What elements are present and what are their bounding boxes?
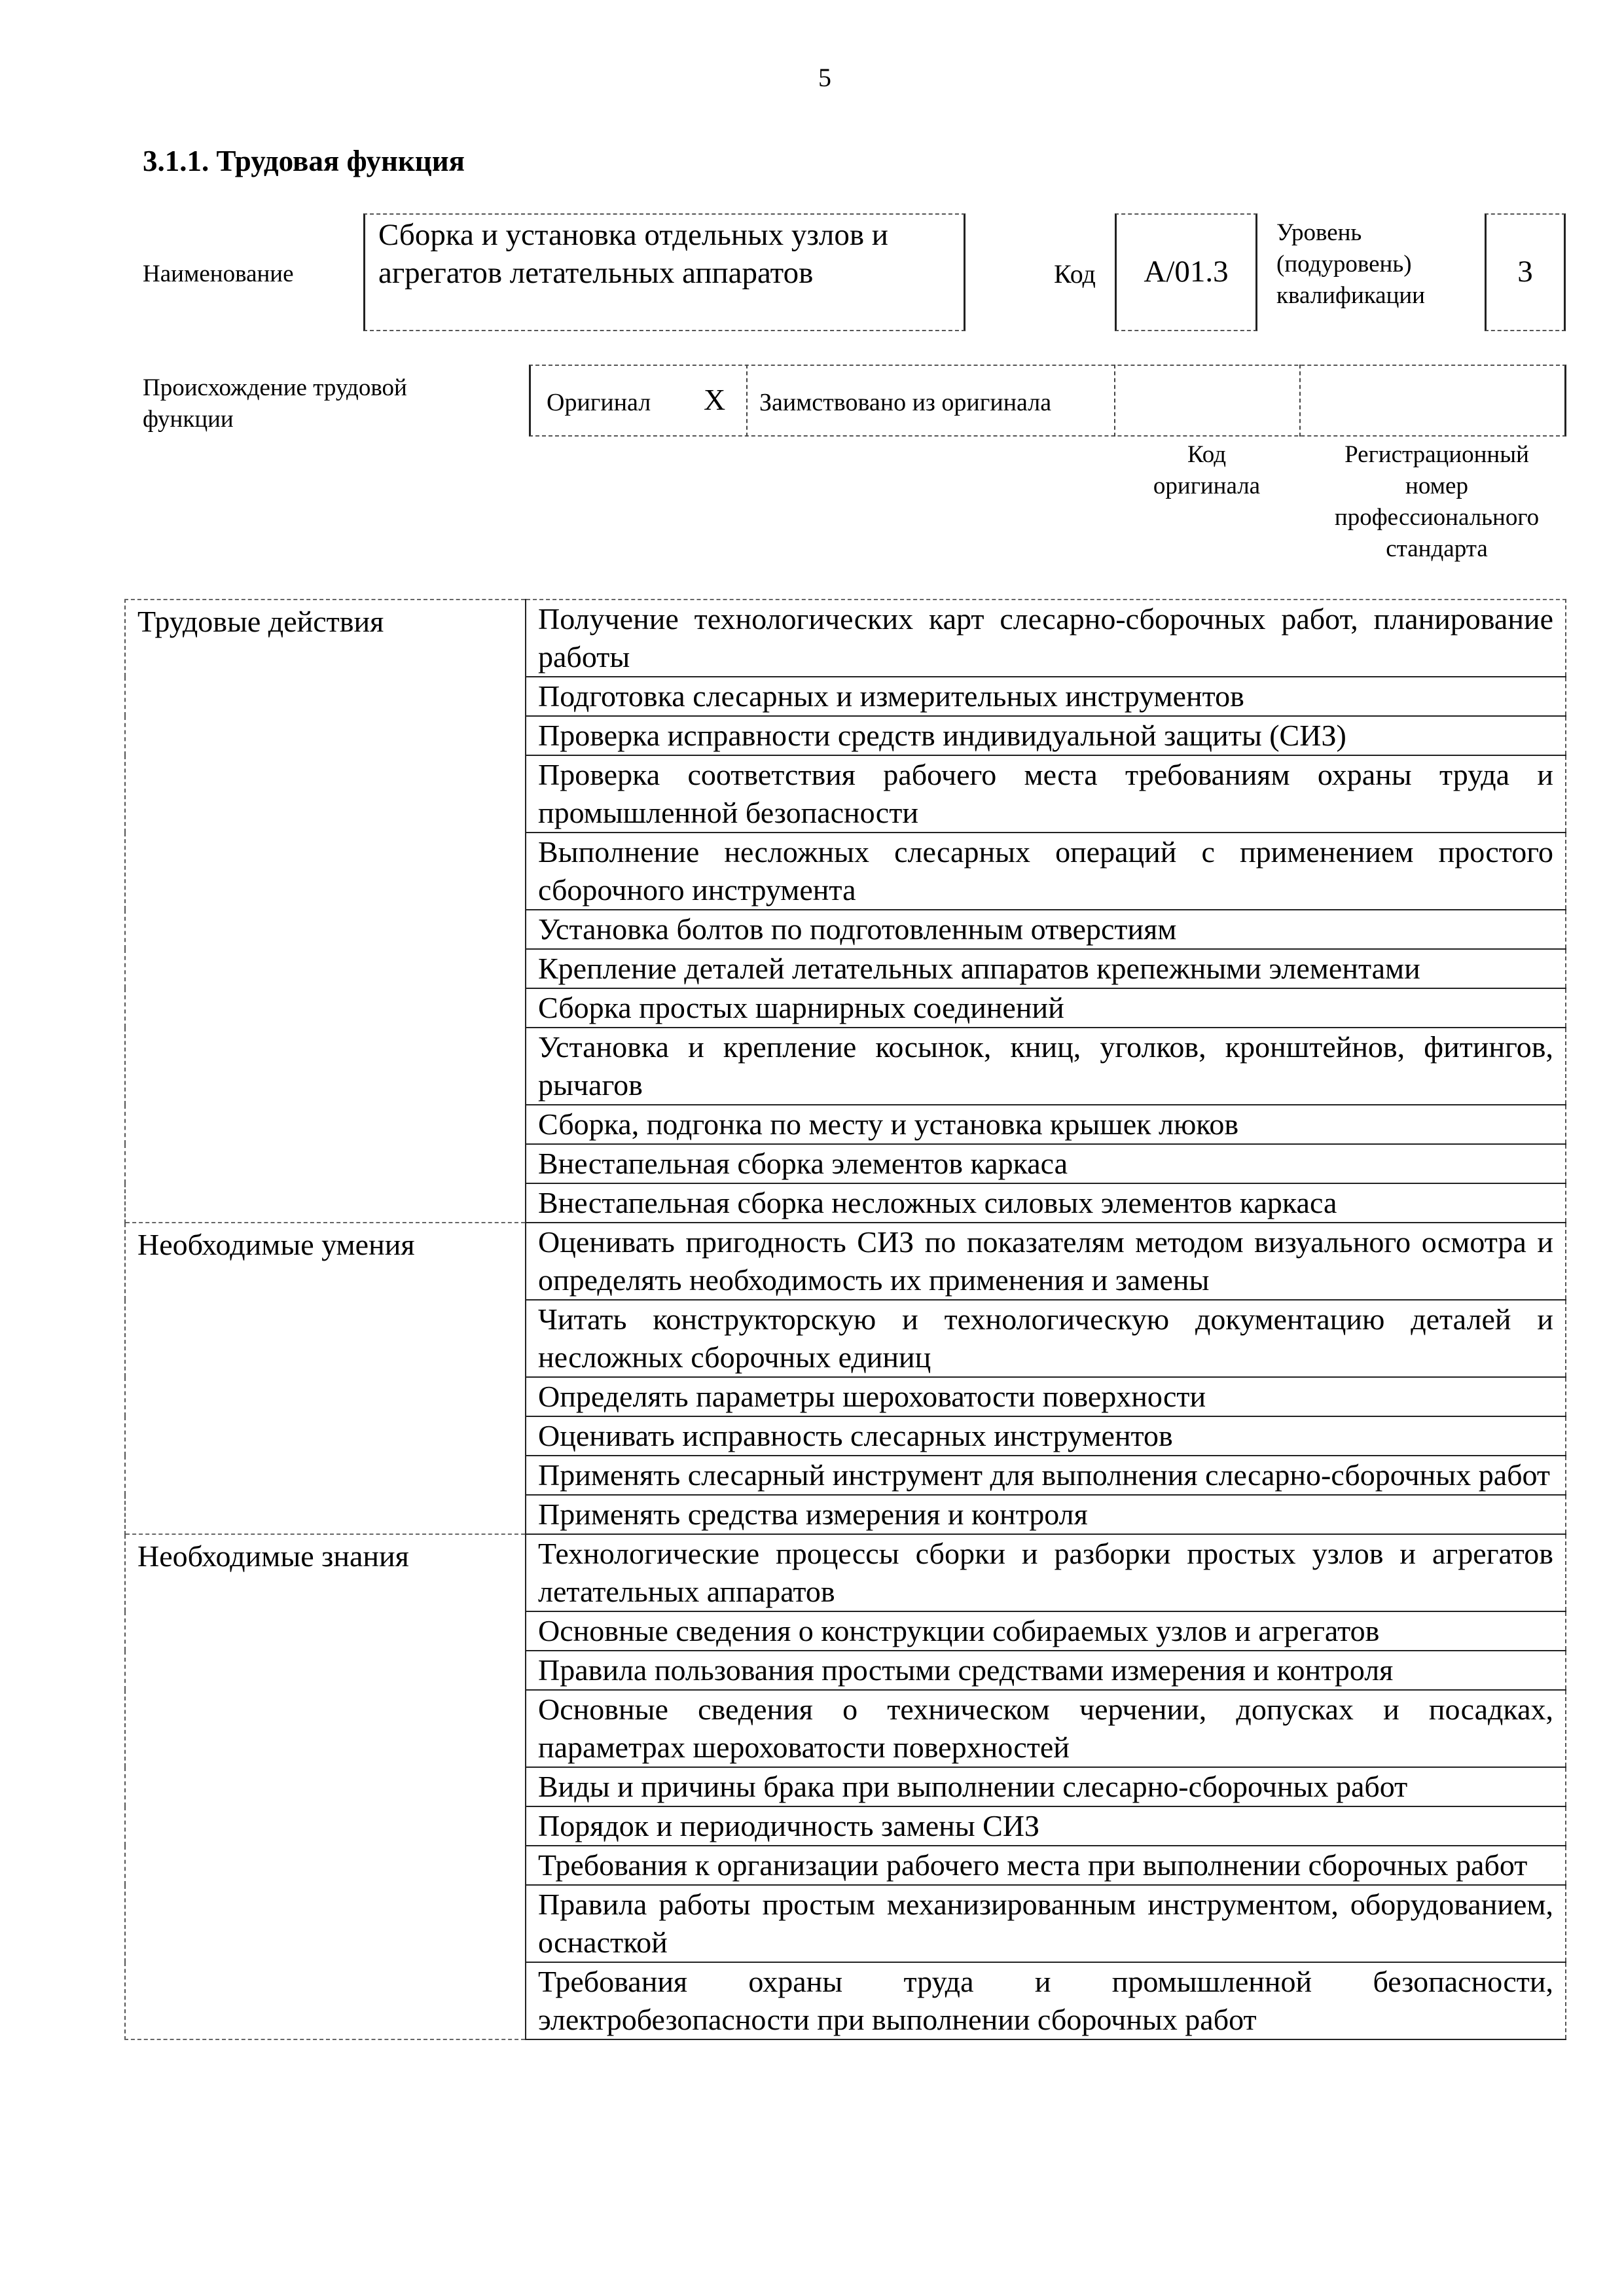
origin-divider-1	[746, 365, 748, 437]
code-value: А/01.3	[1144, 255, 1229, 289]
origin-label-2: функции	[143, 406, 234, 433]
table-item-cell: Установка и крепление косынок, книц, уголков, кронштейнов, фитингов, рычагов	[526, 1028, 1566, 1105]
table-item-cell: Установка болтов по подготовленным отверстиям	[526, 910, 1566, 949]
section-title: 3.1.1. Трудовая функция	[143, 145, 465, 177]
table-item-cell: Оценивать пригодность СИЗ по показателям методом визуального осмотра и определять необходимость их применения и замены	[526, 1223, 1566, 1300]
table-item-cell: Требования охраны труда и промышленной безопасности, электробезопасности при выполнении сборочных работ	[526, 1962, 1566, 2039]
table-row	[125, 1223, 1566, 1300]
original-label: Оригинал	[547, 389, 651, 416]
section-title-cell: Трудовые действия	[125, 600, 526, 1223]
code-caption-2: оригинала	[1153, 473, 1261, 499]
level-label-3: квалификации	[1276, 282, 1425, 309]
table-item-cell: Проверка исправности средств индивидуальной защиты (СИЗ)	[526, 716, 1566, 755]
table-item-cell: Оценивать исправность слесарных инструментов	[526, 1416, 1566, 1456]
table-item-cell: Подготовка слесарных и измерительных инструментов	[526, 677, 1566, 716]
table-item-cell: Читать конструкторскую и технологическую документацию деталей и несложных сборочных единиц	[526, 1300, 1566, 1377]
code-caption-1: Код	[1187, 441, 1227, 468]
reg-caption-2: номер	[1405, 473, 1468, 499]
table-item-cell: Правила работы простым механизированным инструментом, оборудованием, оснасткой	[526, 1885, 1566, 1962]
section-title-cell: Необходимые умения	[125, 1223, 526, 1534]
table-item-cell: Основные сведения о техническом черчении, допусках и посадках, параметрах шероховатости поверхностей	[526, 1690, 1566, 1767]
level-value: 3	[1517, 255, 1533, 289]
reg-caption-4: стандарта	[1386, 535, 1488, 562]
table-item-cell: Сборка, подгонка по месту и установка крышек люков	[526, 1105, 1566, 1144]
function-table	[124, 599, 1566, 2040]
function-name: Сборка и установка отдельных узлов и агрегатов летательных аппаратов	[378, 218, 888, 290]
table-item-cell: Технологические процессы сборки и разборки простых узлов и агрегатов летательных аппаратов	[526, 1534, 1566, 1611]
table-item-cell: Основные сведения о конструкции собираемых узлов и агрегатов	[526, 1611, 1566, 1651]
table-item-cell: Применять средства измерения и контроля	[526, 1495, 1566, 1534]
reg-caption-1: Регистрационный	[1344, 441, 1529, 468]
reg-caption-3: профессионального	[1334, 504, 1540, 531]
original-mark: X	[704, 383, 726, 416]
borrowed-label: Заимствовано из оригинала	[759, 389, 1052, 416]
code-label: Код	[1054, 259, 1096, 289]
table-item-cell: Сборка простых шарнирных соединений	[526, 988, 1566, 1028]
table-item-cell: Внестапельная сборка несложных силовых элементов каркаса	[526, 1183, 1566, 1223]
table-item-cell: Получение технологических карт слесарно-сборочных работ, планирование работы	[526, 600, 1566, 677]
table-item-cell: Порядок и периодичность замены СИЗ	[526, 1806, 1566, 1846]
table-item-cell: Крепление деталей летательных аппаратов крепежными элементами	[526, 949, 1566, 988]
table-item-cell: Проверка соответствия рабочего места требованиям охраны труда и промышленной безопасности	[526, 755, 1566, 833]
level-label-2: (подуровень)	[1276, 251, 1412, 278]
origin-label-1: Происхождение трудовой	[143, 374, 407, 401]
table-row	[125, 1534, 1566, 1611]
table-row	[125, 600, 1566, 677]
page-number: 5	[818, 63, 831, 92]
table-item-cell: Внестапельная сборка элементов каркаса	[526, 1144, 1566, 1183]
table-item-cell: Выполнение несложных слесарных операций с применением простого сборочного инструмента	[526, 833, 1566, 910]
name-label: Наименование	[143, 260, 294, 287]
section-title-cell: Необходимые знания	[125, 1534, 526, 2039]
table-item-cell: Требования к организации рабочего места при выполнении сборочных работ	[526, 1846, 1566, 1885]
level-label-1: Уровень	[1276, 219, 1362, 246]
origin-divider-2	[1114, 365, 1115, 437]
table-item-cell: Применять слесарный инструмент для выполнения слесарно-сборочных работ	[526, 1456, 1566, 1495]
table-item-cell: Правила пользования простыми средствами измерения и контроля	[526, 1651, 1566, 1690]
table-item-cell: Определять параметры шероховатости поверхности	[526, 1377, 1566, 1416]
origin-divider-3	[1299, 365, 1301, 437]
table-item-cell: Виды и причины брака при выполнении слесарно-сборочных работ	[526, 1767, 1566, 1806]
